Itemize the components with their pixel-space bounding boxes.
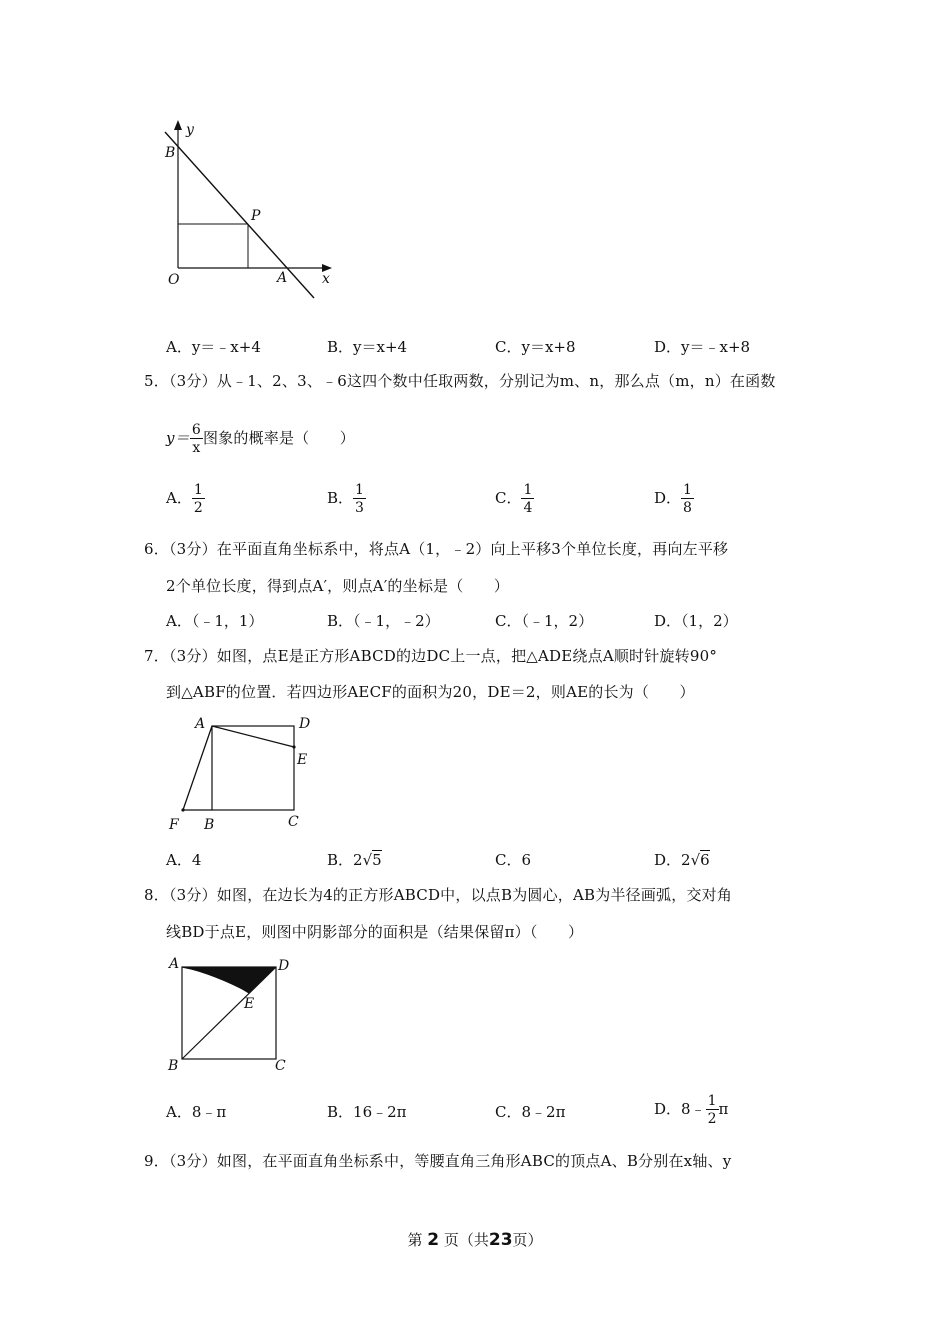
q7-option-b-label: B．2 bbox=[327, 851, 363, 869]
footer-post: 页） bbox=[512, 1231, 543, 1249]
q5-option-a-num: 1 bbox=[193, 482, 203, 498]
q5-option-d-num: 1 bbox=[683, 482, 692, 498]
q7-option-d[interactable] bbox=[654, 849, 710, 870]
q9-stem-line1: 9．（3分）如图，在平面直角坐标系中，等腰直角三角形ABC的顶点A、B分别在x轴、y bbox=[144, 1152, 732, 1170]
point-D-label: D bbox=[278, 958, 290, 974]
sqrt-icon: √ bbox=[690, 851, 701, 869]
footer-page-number: 2 bbox=[427, 1230, 440, 1250]
point-A-label: A bbox=[277, 270, 288, 286]
q5-option-d-den: 8 bbox=[683, 500, 692, 516]
q5-option-d[interactable] bbox=[654, 483, 694, 515]
q4-option-d[interactable]: D．y＝﹣x+8 bbox=[654, 338, 751, 356]
q5-option-b-num: 1 bbox=[355, 482, 364, 498]
q5-func-suffix: 图象的概率是（ ） bbox=[202, 429, 355, 447]
square-ABCD bbox=[212, 726, 294, 810]
point-A-label: A bbox=[195, 716, 206, 732]
q6-option-b[interactable]: B．（﹣1，﹣2） bbox=[327, 612, 440, 630]
q4-option-b[interactable]: B．y＝x+4 bbox=[327, 338, 408, 356]
q7-option-c[interactable]: C．6 bbox=[495, 851, 532, 869]
q7-stem-line2: 到△ABF的位置．若四边形AECF的面积为20，DE＝2，则AE的长为（ ） bbox=[166, 683, 695, 701]
point-B-label: B bbox=[168, 1058, 179, 1074]
point-E-label: E bbox=[297, 752, 308, 768]
q8-option-c[interactable]: C．8﹣2π bbox=[495, 1103, 566, 1121]
q8-square-figure bbox=[160, 952, 310, 1077]
q6-stem-line1: 6．（3分）在平面直角坐标系中，将点A（1，﹣2）向上平移3个单位长度，再向左平移 bbox=[144, 540, 729, 558]
q7-option-d-label: D．2 bbox=[654, 851, 691, 869]
q5-stem-line2 bbox=[166, 423, 355, 455]
x-label: x bbox=[322, 271, 330, 287]
point-C-label: C bbox=[275, 1058, 286, 1074]
footer-total-pages: 23 bbox=[488, 1230, 513, 1250]
q7-option-b[interactable] bbox=[327, 849, 382, 870]
q6-stem-line2: 2个单位长度，得到点A′，则点A′的坐标是（ ） bbox=[166, 577, 510, 595]
q7-stem-line1: 7．（3分）如图，点E是正方形ABCD的边DC上一点，把△ADE绕点A顺时针旋转90° bbox=[144, 647, 718, 665]
q7-square-figure bbox=[160, 710, 330, 835]
point-D-label: D bbox=[299, 716, 311, 732]
point-C-label: C bbox=[288, 814, 299, 830]
q5-func-fraction bbox=[190, 423, 203, 455]
q5-option-c-num: 1 bbox=[523, 482, 533, 498]
q8-option-d-num: 1 bbox=[707, 1093, 717, 1109]
q8-option-b[interactable]: B．16﹣2π bbox=[327, 1103, 407, 1121]
q5-option-a[interactable] bbox=[166, 483, 205, 515]
q8-stem-line2: 线BD于点E，则图中阴影部分的面积是（结果保留π）（ ） bbox=[166, 923, 584, 941]
point-F-label: F bbox=[169, 817, 179, 833]
q5-func-num: 6 bbox=[191, 422, 201, 438]
y-label: y bbox=[186, 122, 194, 138]
q5-option-c[interactable] bbox=[495, 483, 534, 515]
footer-mid: 页（共 bbox=[443, 1231, 489, 1249]
point-B-label: B bbox=[165, 145, 176, 161]
q5-stem-line1: 5．（3分）从﹣1、2、3、﹣6这四个数中任取两数，分别记为m、n，那么点（m，n）在函数 bbox=[144, 372, 776, 390]
q5-func-prefix: y＝ bbox=[166, 429, 190, 447]
q5-func-den: x bbox=[192, 440, 201, 456]
q8-option-d[interactable] bbox=[654, 1094, 728, 1126]
q6-option-d[interactable]: D．（1，2） bbox=[654, 612, 738, 630]
segment-AF bbox=[183, 726, 212, 810]
q5-option-b[interactable] bbox=[327, 483, 366, 515]
line-AB bbox=[165, 132, 314, 298]
q8-option-d-suffix: π bbox=[718, 1100, 729, 1118]
q8-option-a[interactable]: A．8﹣π bbox=[166, 1103, 227, 1121]
q5-option-d-label: D． bbox=[654, 489, 682, 507]
q5-option-a-den: 2 bbox=[193, 500, 203, 516]
q5-option-b-den: 3 bbox=[355, 500, 364, 516]
q7-option-b-radicand: 5 bbox=[372, 851, 382, 869]
q6-option-a[interactable]: A．（﹣1，1） bbox=[166, 612, 264, 630]
q5-option-c-den: 4 bbox=[523, 500, 533, 516]
q5-option-c-label: C． bbox=[495, 489, 522, 507]
point-A-label: A bbox=[169, 956, 180, 972]
point-E-label: E bbox=[244, 996, 255, 1012]
y-axis-arrow bbox=[174, 120, 182, 130]
q7-option-a[interactable]: A．4 bbox=[166, 851, 202, 869]
q6-option-c[interactable]: C．（﹣1，2） bbox=[495, 612, 594, 630]
q5-option-a-label: A． bbox=[166, 489, 192, 507]
q4-option-a[interactable]: A．y＝﹣x+4 bbox=[166, 338, 261, 356]
page-footer bbox=[0, 1229, 950, 1250]
q7-option-d-radicand: 6 bbox=[700, 851, 710, 869]
q5-option-b-label: B． bbox=[327, 489, 354, 507]
q8-option-d-label: D．8﹣ bbox=[654, 1100, 706, 1118]
point-P-label: P bbox=[251, 208, 261, 224]
footer-pre: 第 bbox=[407, 1231, 423, 1249]
q8-stem-line1: 8．（3分）如图，在边长为4的正方形ABCD中，以点B为圆心，AB为半径画弧，交对角 bbox=[144, 886, 733, 904]
sqrt-icon: √ bbox=[362, 851, 373, 869]
point-O-label: O bbox=[168, 272, 180, 288]
q4-coordinate-figure bbox=[160, 118, 350, 303]
segment-AE bbox=[212, 726, 294, 747]
point-B-label: B bbox=[204, 817, 215, 833]
q8-option-d-den: 2 bbox=[707, 1111, 717, 1127]
q4-option-c[interactable]: C．y＝x+8 bbox=[495, 338, 576, 356]
